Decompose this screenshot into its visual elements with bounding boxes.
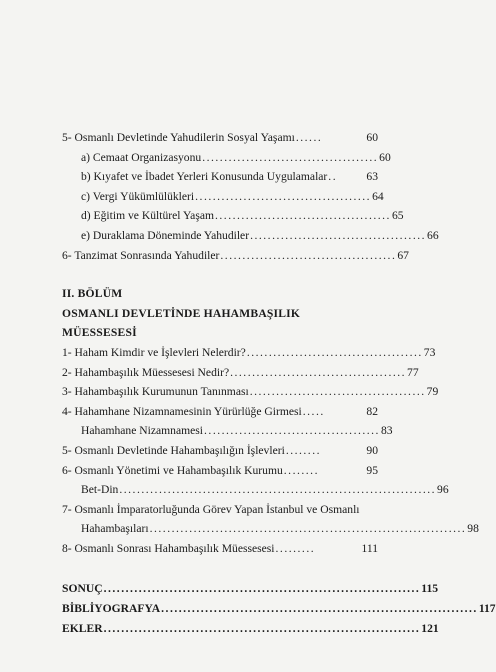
toc-leader-dots: ........................................	[215, 209, 391, 223]
toc-entry-title: b) Kıyafet ve İbadet Yerleri Konusunda Uygulamalar	[81, 170, 328, 184]
toc-entry-title: Hahamhane Nizamnamesi	[81, 424, 204, 438]
part-title: OSMANLI DEVLETİNDE HAHAMBAŞILIK MÜESSESESİ	[62, 306, 301, 340]
toc-subentry	[62, 187, 384, 207]
spacer	[62, 558, 378, 579]
toc-leader-dots: ........................................	[246, 345, 423, 359]
toc-entry-sonuc	[62, 579, 439, 599]
toc-subentry	[62, 148, 391, 168]
toc-entry-title: 1- Haham Kimdir ve İşlevleri Nelerdir?	[62, 345, 246, 359]
toc-leader-dots: ........	[285, 443, 321, 457]
toc-entry-title: 4- Hahamhane Nizamnamesinin Yürürlüğe Girmesi	[62, 404, 302, 418]
toc-entry-title: 6- Osmanlı Yönetimi ve Hahambaşılık Kurumu	[62, 463, 283, 477]
toc-entry-title: 5- Osmanlı Devletinde Hahambaşılığın İşlevleri	[62, 443, 285, 457]
toc-page-number: 83	[380, 424, 393, 438]
toc-entry	[62, 343, 436, 363]
toc-entry-title: a) Cemaat Organizasyonu	[81, 150, 202, 164]
toc-entry-title: Hahambaşıları	[81, 522, 149, 536]
toc-entry-title: BİBLİYOGRAFYA	[62, 602, 161, 616]
toc-page-number: 60	[379, 150, 391, 164]
toc-page-number: 95	[366, 463, 378, 477]
toc-entry	[62, 441, 378, 461]
toc-leader-dots: ........................................................................	[103, 621, 421, 635]
toc-entry-title: 7- Osmanlı İmparatorluğunda Görev Yapan İstanbul ve Osmanlı	[62, 502, 360, 516]
toc-leader-dots: .....	[302, 404, 325, 418]
toc-entry-title: d) Eğitim ve Kültürel Yaşam	[81, 209, 214, 223]
toc-leader-dots: ........................................................................	[119, 483, 437, 497]
toc-entry-title: 5- Osmanlı Devletinde Yahudilerin Sosyal Yaşamı	[62, 131, 295, 144]
toc-entry-title: e) Duraklama Döneminde Yahudiler	[81, 228, 250, 242]
toc-page-number: 117	[478, 602, 496, 616]
toc-entry-title: 3- Hahambaşılık Kurumunun Tanınması	[62, 385, 249, 399]
toc-leader-dots: ........................................	[249, 385, 426, 399]
toc-entry-title: SONUÇ	[62, 582, 103, 596]
toc-leader-dots: ........................................	[230, 365, 407, 379]
toc-entry	[62, 402, 378, 422]
toc-leader-dots: ........................................................................	[103, 582, 421, 596]
toc-page-number: 73	[423, 345, 436, 359]
toc-entry-title: c) Vergi Yükümlülükleri	[81, 189, 195, 203]
toc-page-number: 96	[437, 483, 449, 497]
toc-page-number: 121	[421, 621, 439, 635]
toc-page-number: 98	[467, 522, 479, 536]
toc-page-number: 90	[366, 443, 378, 457]
toc-entry	[62, 246, 409, 266]
toc-leader-dots: ........................................	[220, 248, 397, 262]
toc-leader-dots: ......	[295, 131, 323, 144]
toc-entry	[62, 539, 378, 559]
toc-subentry	[62, 206, 404, 226]
toc-leader-dots: ........................................................................	[161, 602, 478, 616]
toc-page-number: 77	[407, 365, 419, 379]
part-label: II. BÖLÜM	[62, 287, 123, 301]
toc-page-number: 66	[427, 228, 439, 242]
toc-subentry	[62, 167, 378, 187]
toc-entry	[62, 128, 378, 148]
toc-page-number: 82	[366, 404, 378, 418]
toc-subentry	[62, 421, 393, 441]
toc-page-number: 79	[426, 385, 439, 399]
toc-page-number: 63	[366, 170, 378, 184]
toc-page-number: 115	[421, 582, 439, 596]
toc-leader-dots: ........	[283, 463, 319, 477]
toc-leader-dots: ........................................	[250, 228, 427, 242]
toc-entry-bibliyografya	[62, 599, 496, 619]
toc-entry	[62, 382, 439, 402]
toc-subentry	[62, 226, 439, 246]
toc-page-number: 65	[391, 209, 404, 223]
toc-leader-dots: ........................................................................	[149, 522, 467, 536]
toc-page-number: 64	[372, 189, 384, 203]
toc-page-number: 67	[397, 248, 409, 262]
table-of-contents	[62, 128, 496, 638]
toc-leader-dots: ........................................	[204, 424, 380, 438]
toc-subentry	[62, 519, 479, 539]
toc-entry-ekler	[62, 619, 439, 639]
toc-subentry	[62, 480, 449, 500]
toc-entry-title: 2- Hahambaşılık Müessesesi Nedir?	[62, 365, 230, 379]
toc-leader-dots: ........................................	[202, 150, 379, 164]
toc-entry	[62, 500, 378, 520]
toc-entry	[62, 363, 419, 383]
toc-leader-dots: ........................................	[195, 189, 372, 203]
spacer	[62, 265, 378, 284]
toc-leader-dots: ..	[328, 170, 338, 184]
toc-entry-title: Bet-Din	[81, 483, 119, 497]
toc-page-number: 60	[366, 131, 378, 144]
toc-page-number: 111	[361, 541, 378, 555]
toc-leader-dots: .........	[275, 541, 316, 555]
toc-entry-title: EKLER	[62, 621, 103, 635]
toc-entry-title: 8- Osmanlı Sonrası Hahambaşılık Müessesesi	[62, 541, 275, 555]
toc-entry	[62, 461, 378, 481]
toc-entry-title: 6- Tanzimat Sonrasında Yahudiler	[62, 248, 220, 262]
